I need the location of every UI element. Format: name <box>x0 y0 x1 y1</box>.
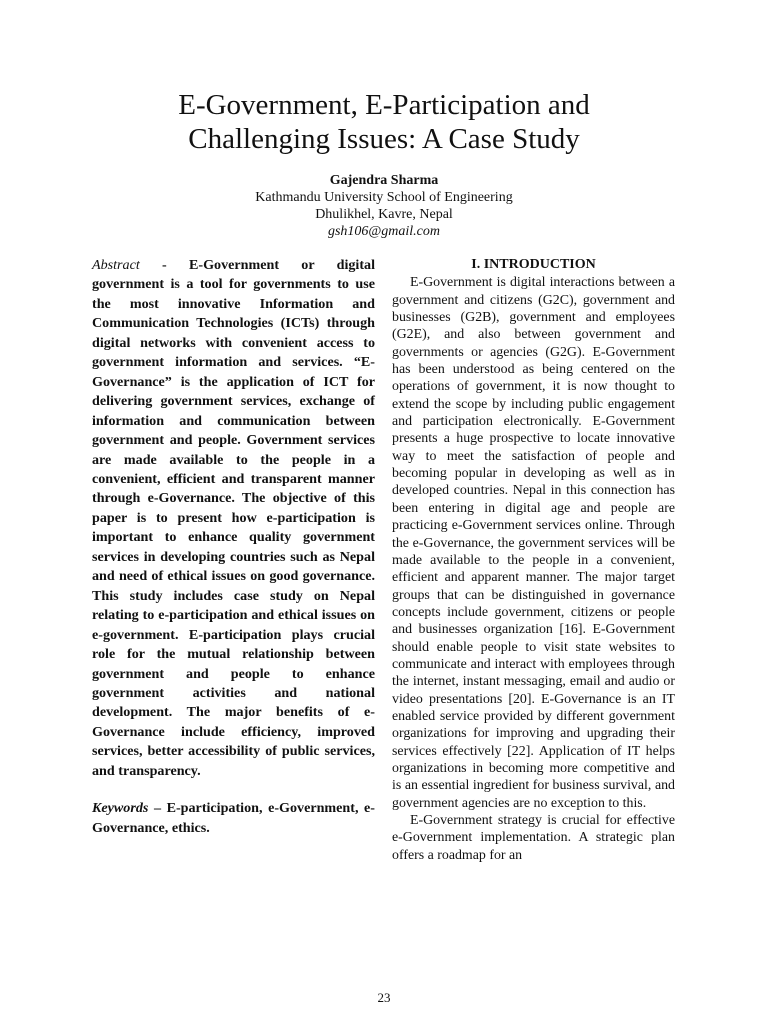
abstract-separator: - <box>139 257 189 273</box>
keywords-separator: – <box>148 800 167 817</box>
author-location: Dhulikhel, Kavre, Nepal <box>315 207 453 222</box>
section-heading-introduction: I. INTRODUCTION <box>471 257 596 272</box>
keywords-text: E-participation, e-Government, e-Governance, ethics. <box>92 800 375 836</box>
page-number: 23 <box>377 990 391 1005</box>
left-column <box>92 256 375 838</box>
author-name: Gajendra Sharma <box>329 173 439 188</box>
abstract-text: E-Government or digital government is a tool for governments to use the most innovative Information and Communication Technologies (ICTs) through digital networks with convenient access to government information and services. “E-Governance” is the application of ICT for delivering government services, exchange of information and communication between government and people. Government services are made available to the people in a convenient, efficient and transparent manner through e-Governance. The objective of this paper is to present how e-participation is important to enhance quality government services in developing countries such as Nepal and need of ethical issues on good governance. This study includes case study on Nepal relating to e-participation and ethical issues on e-government. E-participation plays crucial role for the mutual relationship between government and people to enhance government activities and national development. The major benefits of e-Governance include efficiency, improved services, better accessibility of public services, and transparency. <box>92 257 375 779</box>
right-column <box>392 256 675 864</box>
keywords <box>92 799 375 838</box>
paper-title <box>0 88 768 156</box>
author-affiliation: Kathmandu University School of Engineering <box>255 190 513 205</box>
author-block <box>0 172 768 240</box>
title-line: E-Government, E-Participation and <box>178 89 590 121</box>
introduction-paragraph: E-Government strategy is crucial for effective e-Government implementation. A strategic plan offers a roadmap for an <box>392 813 675 863</box>
abstract <box>92 256 375 781</box>
title-line: Challenging Issues: A Case Study <box>188 123 580 155</box>
introduction-paragraph: E-Government is digital interactions between a government and citizens (G2C), government and businesses (G2B), government and employees (G2E), and also between government and governments or agencies (G2G). E-Government has been understood as being centered on the operations of government, it is now thought to extend the scope by including public engagement and participation electronically. E-Government presents a huge prospective to locate innovative way to meet the satisfaction of people and becoming popular in developing as well as in developed countries. Nepal in this connection has been entering in digital age and people are practicing e-Government services online. Through the e-Governance, the government services will be made available to the people in a convenient, efficient and apparent manner. The major target groups that can be distinguished in governance concepts include government, citizens or people and businesses organization [16]. E-Government should enable people to visit state websites to communicate and interact with employees through the internet, instant messaging, email and audio or video presentations [20]. E-Governance is an IT enabled service provided by different government organizations for improving and upgrading their services effectively [22]. Application of IT helps organizations in becoming more competitive and is an essential ingredient for business survival, and government agencies are no exception to this. <box>392 275 675 811</box>
keywords-label: Keywords <box>92 800 149 817</box>
author-email[interactable]: gsh106@gmail.com <box>327 224 441 239</box>
abstract-label: Abstract <box>92 257 140 273</box>
